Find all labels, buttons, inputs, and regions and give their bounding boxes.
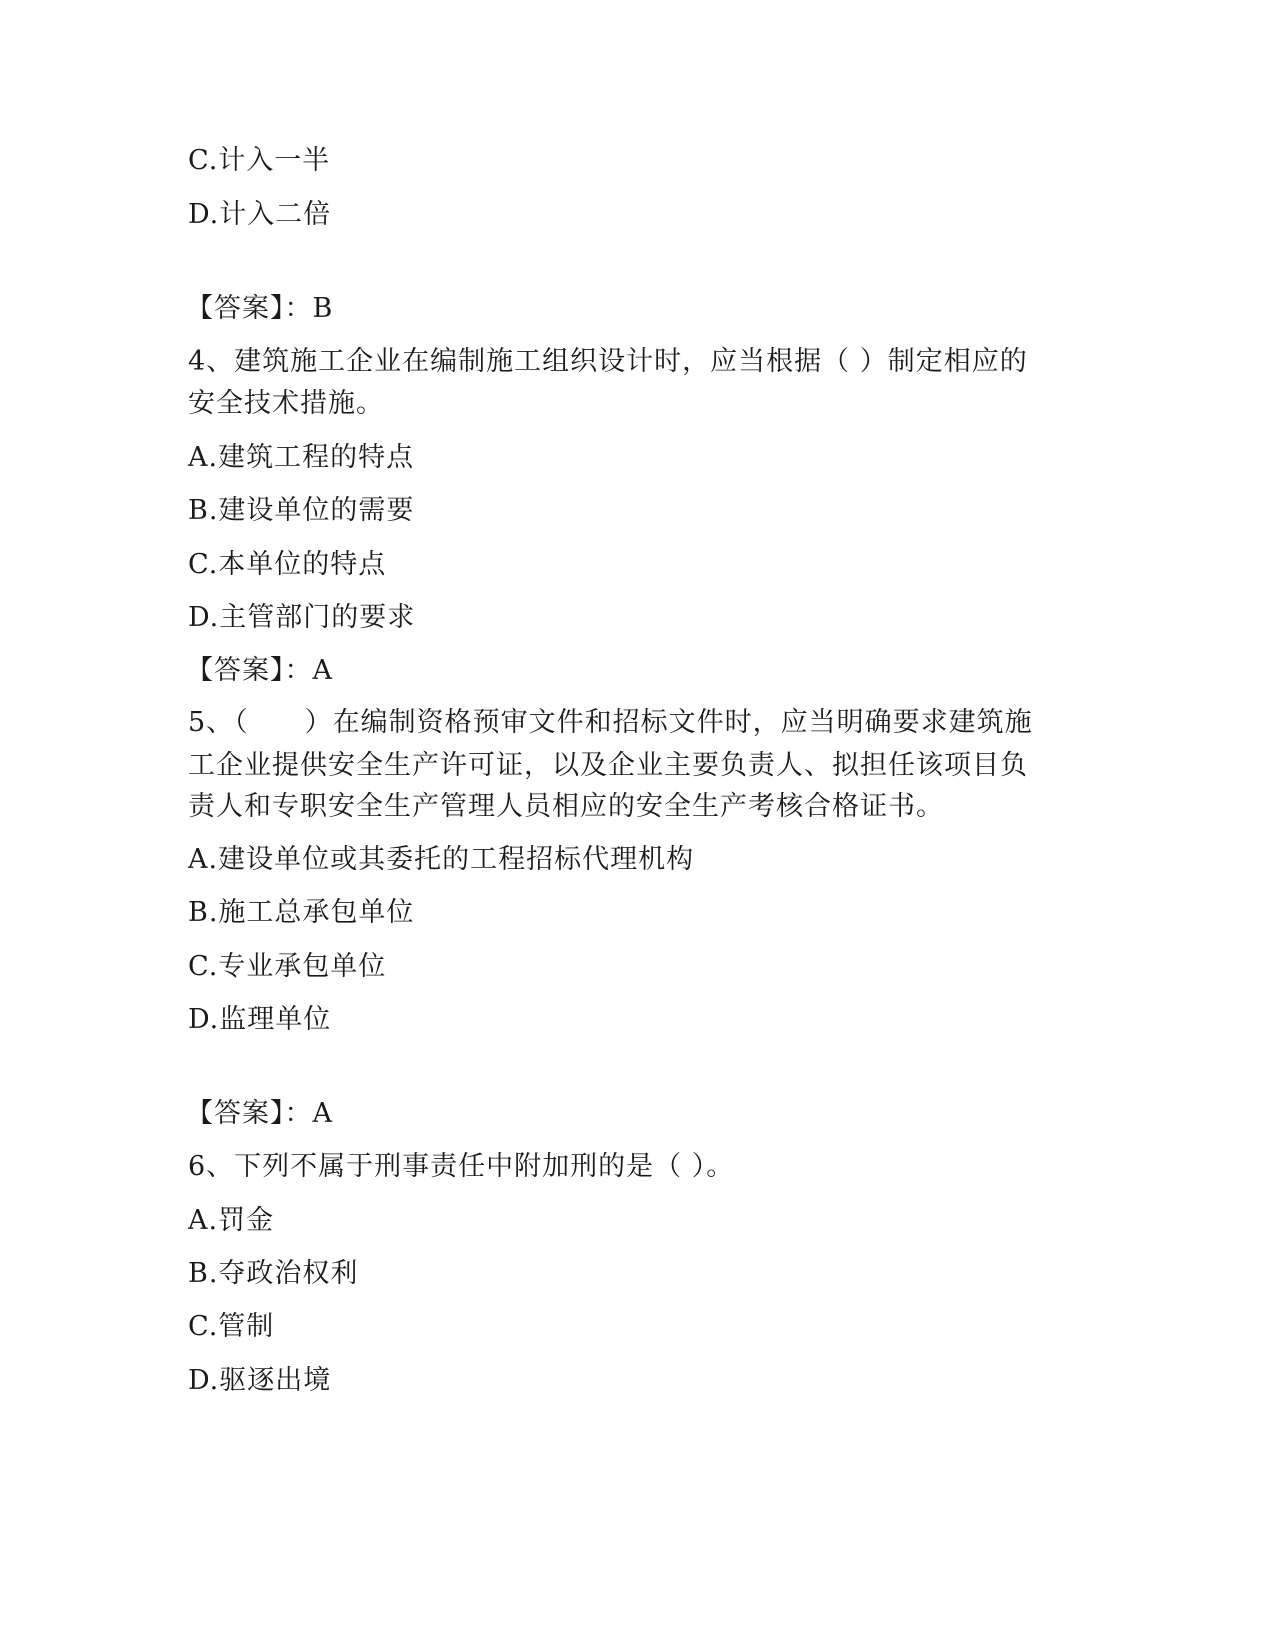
q4-option-c: C.本单位的特点 — [188, 549, 387, 580]
q4-stem-line1: 4、建筑施工企业在编制施工组织设计时，应当根据（ ）制定相应的 — [188, 346, 1028, 377]
q6-option-b: B.夺政治权利 — [188, 1258, 359, 1289]
q6-option-c: C.管制 — [188, 1311, 275, 1342]
q5-option-b: B.施工总承包单位 — [188, 897, 415, 928]
q5-stem-line2: 工企业提供安全生产许可证，以及企业主要负责人、拟担任该项目负 — [188, 750, 1028, 781]
q4-answer: 【答案】：A — [186, 655, 333, 686]
q5-option-a: A.建设单位或其委托的工程招标代理机构 — [188, 844, 695, 875]
q4-option-d: D.主管部门的要求 — [188, 602, 416, 633]
q4-option-a: A.建筑工程的特点 — [188, 442, 415, 473]
q6-option-a: A.罚金 — [188, 1205, 275, 1236]
q3-answer: 【答案】：B — [186, 293, 334, 324]
q5-stem-line1: 5、（ ）在编制资格预审文件和招标文件时，应当明确要求建筑施 — [188, 707, 1033, 738]
q3-option-c: C.计入一半 — [188, 145, 331, 176]
q5-answer: 【答案】：A — [186, 1098, 333, 1129]
q5-option-d: D.监理单位 — [188, 1004, 332, 1035]
q6-option-d: D.驱逐出境 — [188, 1365, 332, 1396]
q3-option-d: D.计入二倍 — [188, 199, 332, 230]
q5-option-c: C.专业承包单位 — [188, 951, 387, 982]
q4-stem-line2: 安全技术措施。 — [188, 388, 384, 419]
q5-stem-line3: 责人和专职安全生产管理人员相应的安全生产考核合格证书。 — [188, 791, 944, 822]
q4-option-b: B.建设单位的需要 — [188, 495, 415, 526]
q6-stem-line1: 6、下列不属于刑事责任中附加刑的是（ ）。 — [188, 1151, 735, 1182]
